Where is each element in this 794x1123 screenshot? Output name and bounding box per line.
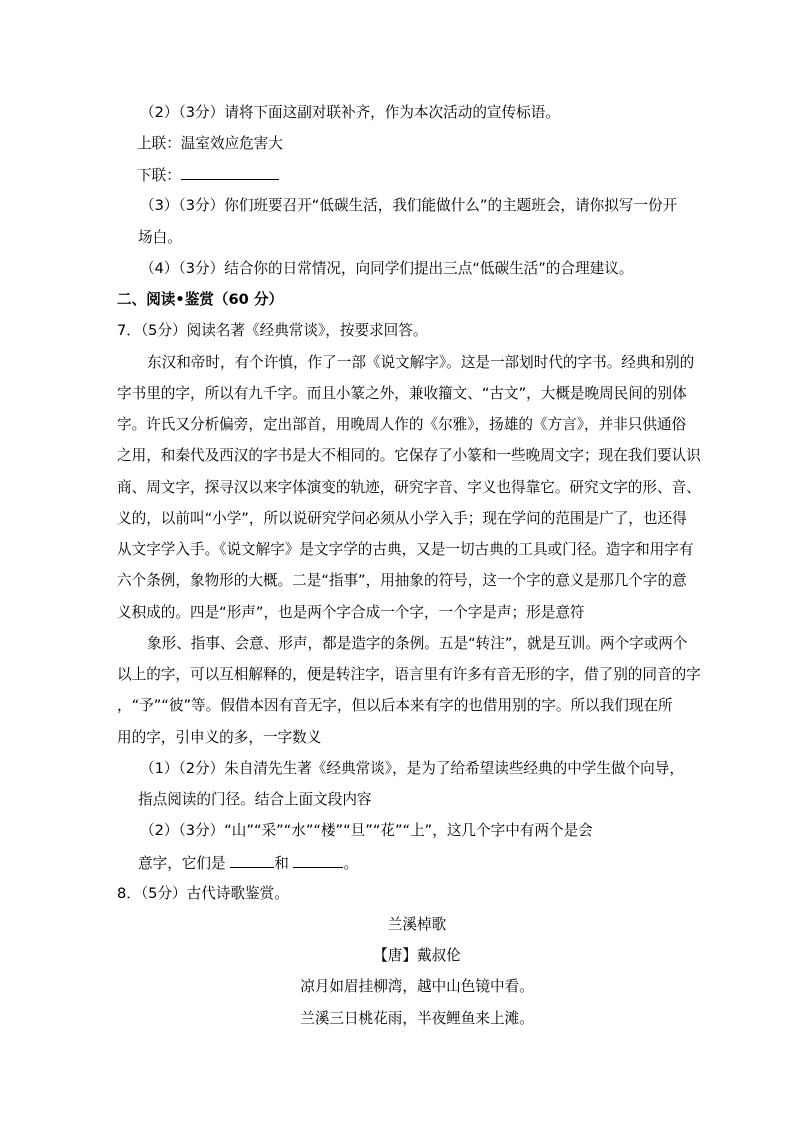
passage-line: 字书里的字，所以有九千字。而且小篆之外，兼收籀文、“古文”，大概是晚周民间的别体 — [117, 385, 687, 402]
answer-blank-1[interactable] — [230, 853, 274, 868]
q6-sub2: （2）（3分）请将下面这副对联补齐，作为本次活动的宣传标语。 — [140, 104, 560, 121]
q7-stem: 7．（5分）阅读名著《经典常谈》，按要求回答。 — [117, 322, 428, 339]
q7-sub2-line2 — [138, 853, 358, 874]
passage-line: 之用，和秦代及西汉的字书是大不相同的。它保存了小篆和一些晚周文字；现在我们要认识 — [117, 447, 701, 464]
passage-line: 用的字，引申义的多，一字数义 — [117, 729, 322, 746]
q7-sub2-text-a: 意字，它们是 — [138, 855, 231, 872]
passage-line: 商、周文字，探寻汉以来字体演变的轨迹，研究字音、字义也得靠它。研究文字的形、音、 — [117, 479, 701, 496]
q8-stem: 8．（5分）古代诗歌鉴赏。 — [117, 885, 289, 902]
passage-line: 以上的字，可以互相解释的，便是转注字，语言里有许多有音无形的字，借了别的同音的字 — [117, 666, 701, 683]
passage-line: 从文字学入手。《说文解字》是文字学的古典，又是一切古典的工具或门径。造字和用字有 — [117, 541, 694, 558]
passage-line: 六个条例，象物形的大概。二是“指事”，用抽象的符号，这一个字的意义是那几个字的意 — [117, 572, 687, 589]
couplet-lower-label: 下联： — [137, 167, 181, 184]
couplet-lower — [137, 165, 279, 186]
q7-sub1-line1: （1）（2分）朱自清先生著《经典常谈》，是为了给希望读些经典的中学生做个向导， — [140, 760, 684, 777]
q6-sub3-line1: （3）（3分）你们班要召开“低碳生活，我们能做什么”的主题班会，请你拟写一份开 — [140, 197, 678, 214]
poem-author: 【唐】戴叔伦 — [373, 947, 461, 964]
answer-blank-2[interactable] — [293, 853, 343, 868]
couplet-upper: 上联：温室效应危害大 — [137, 135, 283, 152]
poem-line-2: 兰溪三日桃花雨，半夜鲤鱼来上滩。 — [300, 1010, 534, 1027]
passage-line: 义积成的。四是“形声”，也是两个字合成一个字，一个字是声；形是意符 — [117, 604, 585, 621]
q6-sub3-line2: 场白。 — [138, 229, 182, 246]
q7-sub2-text-b: 和 — [274, 855, 294, 872]
poem-title: 兰溪棹歌 — [387, 916, 447, 933]
passage-line: 义的，以前叫“小学”，所以说研究学问必须从小学入手；现在学问的范围是广了，也还得 — [117, 510, 687, 527]
couplet-lower-blank[interactable] — [181, 165, 279, 180]
q6-sub4: （4）（3分）结合你的日常情况，向同学们提出三点“低碳生活”的合理建议。 — [140, 260, 634, 277]
passage-line: 象形、指事、会意、形声，都是造字的条例。五是“转注”，就是互训。两个字或两个 — [147, 635, 688, 652]
section-heading: 二、阅读•鉴赏（60 分） — [117, 291, 284, 308]
q7-sub2-text-c: 。 — [343, 855, 359, 872]
passage-line: 东汉和帝时，有个许慎，作了一部《说文解字》。这是一部划时代的字书。经典和别的 — [147, 354, 695, 371]
passage-line: 字。许氏又分析偏旁，定出部首，用晚周人作的《尔雅》，扬雄的《方言》，并非只供通俗 — [117, 416, 687, 433]
passage-line: ，“予”“彼”等。假借本因有音无字，但以后本来有字的也借用别的字。所以我们现在所 — [117, 697, 673, 714]
poem-line-1: 凉月如眉挂柳湾，越中山色镜中看。 — [300, 978, 534, 995]
q7-sub2-line1: （2）（3分）“山”“采”“水”“楼”“旦”“花”“上”，这几个字中有两个是会 — [140, 822, 593, 839]
q7-sub1-line2: 指点阅读的门径。结合上面文段内容 — [138, 791, 372, 808]
